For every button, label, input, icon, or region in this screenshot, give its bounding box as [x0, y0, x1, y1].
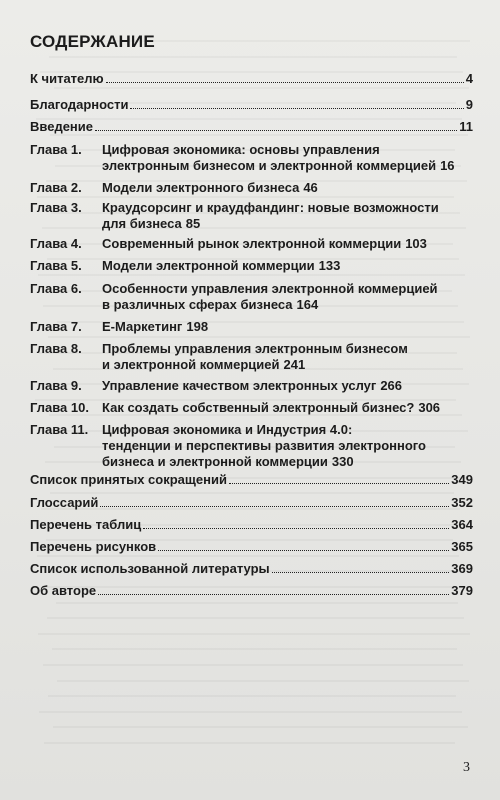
- chapter-title-last-line: [102, 236, 473, 252]
- chapter-title-last-line: [102, 297, 473, 313]
- toc-entry-back[interactable]: [30, 583, 473, 599]
- chapter-title-last-line: [102, 400, 473, 416]
- bleed-through-line: [38, 633, 470, 635]
- leader-dots: [95, 130, 457, 131]
- toc-entry-title: Список принятых сокращений: [30, 472, 227, 487]
- leader-dots: [229, 483, 449, 484]
- chapter-title-line: в различных сферах бизнеса: [102, 297, 293, 312]
- leader-dots: [143, 528, 449, 529]
- bleed-through-line: [37, 196, 454, 198]
- chapter-page: 164: [296, 297, 319, 312]
- chapter-page: 103: [405, 236, 427, 251]
- chapter-title-last-line: [102, 216, 473, 232]
- chapter-page: 306: [418, 400, 441, 415]
- leader-dots: [130, 108, 463, 109]
- bleed-through-line: [56, 602, 458, 604]
- bleed-through-line: [38, 274, 465, 276]
- leader-dots: [272, 572, 450, 573]
- leader-dots: [98, 594, 449, 595]
- toc-entry-page: 349: [451, 472, 473, 487]
- bleed-through-line: [48, 336, 470, 338]
- page-number: 3: [463, 760, 470, 775]
- toc-entry-page: 11: [459, 119, 473, 134]
- toc-entry-front[interactable]: [30, 97, 473, 113]
- toc-entry-back[interactable]: [30, 539, 473, 555]
- toc-entry-front[interactable]: [30, 71, 473, 87]
- toc-entry-back[interactable]: [30, 561, 473, 577]
- chapter-title-line: Управление качеством электронных услуг: [102, 378, 377, 393]
- bleed-through-line: [48, 695, 456, 697]
- chapter-title-line: Модели электронного бизнеса: [102, 180, 300, 195]
- chapter-number: Глава 9.: [30, 378, 82, 393]
- chapter-page: 46: [303, 180, 318, 195]
- chapter-number: Глава 3.: [30, 200, 82, 215]
- chapter-page: 85: [185, 216, 201, 231]
- chapter-title-last-line: [102, 180, 473, 196]
- chapter-number: Глава 2.: [30, 180, 82, 195]
- chapter-title-last-line: [102, 319, 473, 335]
- toc-entry-title: Введение: [30, 119, 93, 134]
- toc-entry-back[interactable]: [30, 517, 473, 533]
- chapter-title-last-line: [102, 258, 473, 274]
- chapter-title-line: Цифровая экономика и Индустрия 4.0:: [102, 422, 353, 437]
- toc-entry-page: 9: [465, 97, 473, 112]
- chapter-number: Глава 5.: [30, 258, 82, 273]
- chapter-title-line: бизнеса и электронной коммерции: [102, 454, 328, 469]
- chapter-title-last-line: [102, 158, 473, 174]
- bleed-through-line: [44, 742, 455, 744]
- chapter-page: 198: [186, 319, 209, 334]
- bleed-through-line: [53, 726, 468, 728]
- chapter-title-line: тенденции и перспективы развития электронного: [102, 438, 426, 453]
- leader-dots: [100, 506, 449, 507]
- bleed-through-line: [54, 87, 469, 89]
- toc-entry-page: 369: [451, 561, 473, 576]
- toc-entry-page: 4: [465, 71, 473, 86]
- toc-entry-title: Глоссарий: [30, 495, 99, 510]
- chapter-number: Глава 4.: [30, 236, 82, 251]
- leader-dots: [158, 550, 449, 551]
- bleed-through-line: [37, 555, 459, 557]
- toc-entry-page: 352: [451, 495, 473, 510]
- chapter-page: 330: [331, 454, 354, 469]
- chapter-page: 241: [283, 357, 306, 372]
- chapter-title-last-line: [102, 454, 473, 470]
- chapter-title-line: Проблемы управления электронным бизнесом: [102, 341, 408, 356]
- chapter-title-line: Как создать собственный электронный бизнес?: [102, 400, 415, 415]
- chapter-title-line: Модели электронной коммерции: [102, 258, 315, 273]
- chapter-title-line: для бизнеса: [102, 216, 182, 231]
- chapter-title-line: Е-Маркетинг: [102, 319, 183, 334]
- leader-dots: [106, 82, 464, 83]
- chapter-number: Глава 11.: [30, 422, 89, 437]
- toc-entry-title: Перечень таблиц: [30, 517, 142, 532]
- bleed-through-line: [39, 711, 462, 713]
- toc-entry-page: 364: [451, 517, 473, 532]
- chapter-title-last-line: [102, 357, 473, 373]
- toc-entry-title: Список использованной литературы: [30, 561, 270, 576]
- toc-entry-title: Благодарности: [30, 97, 129, 112]
- chapter-title-line: Современный рынок электронной коммерции: [102, 236, 402, 251]
- chapter-page: 266: [380, 378, 403, 393]
- chapter-page: 133: [318, 258, 341, 273]
- chapter-title-line: Особенности управления электронной коммерцией: [102, 281, 438, 296]
- chapter-number: Глава 8.: [30, 341, 82, 356]
- toc-entry-back[interactable]: [30, 495, 473, 511]
- toc-entry-back[interactable]: [30, 472, 473, 488]
- chapter-page: 16: [440, 158, 455, 173]
- bleed-through-line: [47, 617, 464, 619]
- toc-entry-page: 379: [451, 583, 473, 598]
- toc-entry-front[interactable]: [30, 119, 473, 135]
- chapter-number: Глава 10.: [30, 400, 89, 415]
- bleed-through-line: [52, 648, 457, 650]
- toc-entry-title: Об авторе: [30, 583, 97, 598]
- chapter-title-line: Краудсорсинг и краудфандинг: новые возможности: [102, 200, 439, 215]
- toc-entry-page: 365: [451, 539, 473, 554]
- chapter-title-line: электронным бизнесом и электронной коммерцией: [102, 158, 437, 173]
- toc-entry-title: Перечень рисунков: [30, 539, 157, 554]
- chapter-title-line: Цифровая экономика: основы управления: [102, 142, 380, 157]
- chapter-title-last-line: [102, 378, 473, 394]
- chapter-number: Глава 1.: [30, 142, 82, 157]
- bleed-through-line: [57, 680, 469, 682]
- chapter-number: Глава 6.: [30, 281, 82, 296]
- chapter-number: Глава 7.: [30, 319, 82, 334]
- toc-title: СОДЕРЖАНИЕ: [30, 32, 155, 51]
- chapter-title-line: и электронной коммерцией: [102, 357, 280, 372]
- bleed-through-line: [49, 56, 457, 58]
- toc-entry-title: К читателю: [30, 71, 104, 86]
- bleed-through-line: [43, 664, 463, 666]
